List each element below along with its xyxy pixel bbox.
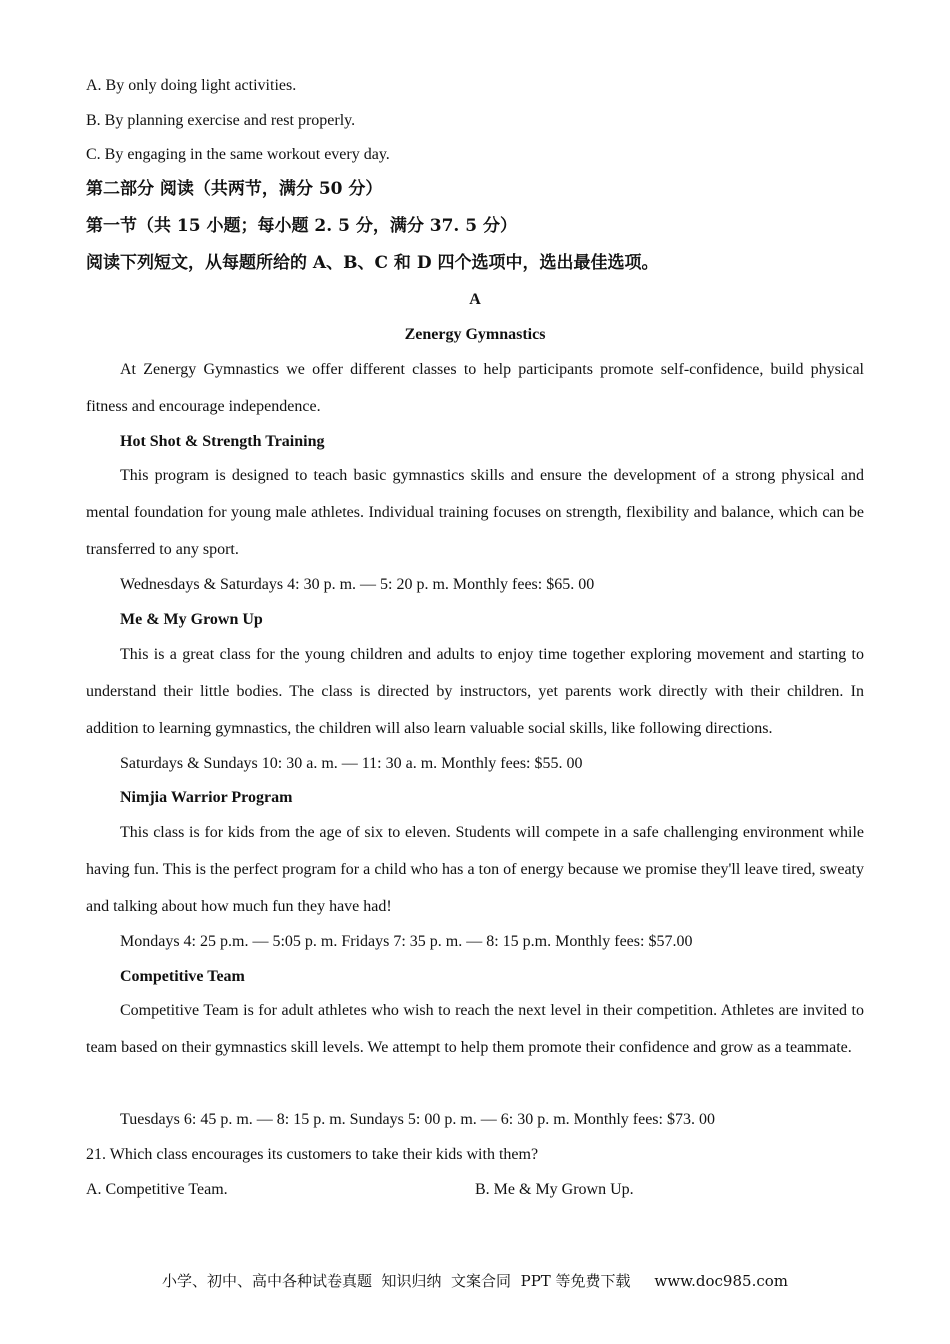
page-footer: 小学、初中、高中各种试卷真题 知识归纳 文案合同 PPT 等免费下载 www.doc985.com bbox=[161, 1272, 788, 1290]
passage-letter: A bbox=[469, 291, 481, 308]
program-name: Nimjia Warrior Program bbox=[120, 789, 293, 806]
program-schedule: Saturdays & Sundays 10: 30 a. m. — 11: 30 a. m. Monthly fees: $55. 00 bbox=[120, 755, 583, 772]
option-c: C. By engaging in the same workout every day. bbox=[86, 146, 390, 163]
program-schedule: Mondays 4: 25 p.m. — 5:05 p. m. Fridays 7: 35 p. m. — 8: 15 p.m. Monthly fees: $57.00 bbox=[120, 933, 693, 950]
answer-option-b: B. Me & My Grown Up. bbox=[475, 1181, 634, 1198]
passage-title: Zenergy Gymnastics bbox=[404, 326, 546, 343]
option-b: B. By planning exercise and rest properly. bbox=[86, 112, 356, 129]
instruction: 阅读下列短文，从每题所给的 A、B、C 和 D 四个选项中，选出最佳选项。 bbox=[86, 253, 659, 273]
option-a: A. By only doing light activities. bbox=[86, 77, 297, 94]
question-text: 21. Which class encourages its customers to take their kids with them? bbox=[86, 1146, 539, 1163]
program-description: This class is for kids from the age of six to eleven. Students will compete in a safe challenging environment while having fun. This is the perfect program for a child who has a ton of energy because we promise they'll leave tired, sweaty and talking about how much fun they have had! bbox=[86, 824, 864, 915]
intro-paragraph: At Zenergy Gymnastics we offer different classes to help participants promote self-confidence, build physical fitness and encourage independence. bbox=[86, 361, 864, 415]
program-description: This program is designed to teach basic gymnastics skills and ensure the development of a strong physical and mental foundation for young male athletes. Individual training focuses on strength, flexibility and balance, which can be transferred to any sport. bbox=[86, 467, 864, 558]
program-schedule: Tuesdays 6: 45 p. m. — 8: 15 p. m. Sundays 5: 00 p. m. — 6: 30 p. m. Monthly fees: $73. 00 bbox=[120, 1111, 715, 1128]
program-name: Competitive Team bbox=[120, 968, 245, 985]
program-name: Hot Shot & Strength Training bbox=[120, 433, 325, 450]
program-description: This is a great class for the young children and adults to enjoy time together exploring movement and starting to understand their little bodies. The class is directed by instructors, yet parents work directly with their children. In addition to learning gymnastics, the children will also learn valuable social skills, like following directions. bbox=[86, 646, 864, 737]
program-name: Me & My Grown Up bbox=[120, 611, 263, 628]
answer-option-a: A. Competitive Team. bbox=[86, 1181, 228, 1198]
program-schedule: Wednesdays & Saturdays 4: 30 p. m. — 5: 20 p. m. Monthly fees: $65. 00 bbox=[120, 576, 595, 593]
subsection-heading: 第一节（共 15 小题；每小题 2. 5 分，满分 37. 5 分） bbox=[86, 216, 517, 236]
program-description: Competitive Team is for adult athletes who wish to reach the next level in their competition. Athletes are invited to team based on their gymnastics skill levels. We attempt to help them promote their confidence and grow as a teammate. bbox=[86, 1002, 864, 1056]
section-heading: 第二部分 阅读（共两节，满分 50 分） bbox=[86, 179, 383, 199]
